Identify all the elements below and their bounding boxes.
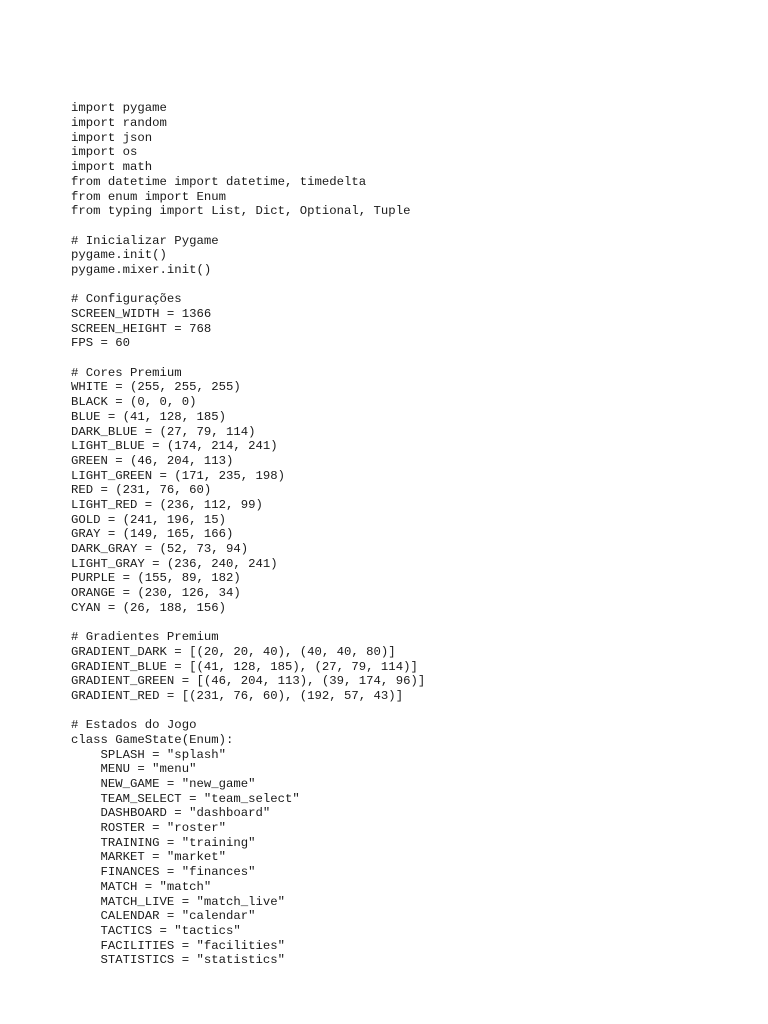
code-line: import math [71,160,153,175]
code-line: LIGHT_GRAY = (236, 240, 241) [71,556,278,571]
code-line: BLACK = (0, 0, 0) [71,395,197,410]
code-line: # Estados do Jogo [71,718,197,733]
code-line: # Inicializar Pygame [71,233,219,248]
code-line: GRADIENT_BLUE = [(41, 128, 185), (27, 79, 114)] [71,659,418,674]
code-line: TEAM_SELECT = "team_select" [71,791,300,806]
code-line: SCREEN_HEIGHT = 768 [71,321,212,336]
blank-line [71,615,751,630]
code-line: CALENDAR = "calendar" [71,909,256,924]
code-line: SPLASH = "splash" [71,747,226,762]
code-line: MENU = "menu" [71,762,197,777]
code-line: GOLD = (241, 196, 15) [71,512,226,527]
code-line: PURPLE = (155, 89, 182) [71,571,241,586]
code-line: pygame.init() [71,248,167,263]
code-line: FPS = 60 [71,336,131,351]
code-block [71,72,751,968]
code-line: import json [71,130,153,145]
code-line: TRAINING = "training" [71,835,256,850]
code-line: FACILITIES = "facilities" [71,938,286,953]
code-line: WHITE = (255, 255, 255) [71,380,241,395]
code-line: MATCH = "match" [71,879,212,894]
code-line: FINANCES = "finances" [71,865,256,880]
code-line: ORANGE = (230, 126, 34) [71,586,241,601]
code-line: GRAY = (149, 165, 166) [71,527,234,542]
blank-line [71,278,751,293]
code-line: # Configurações [71,292,182,307]
code-line: # Gradientes Premium [71,630,219,645]
code-line: RED = (231, 76, 60) [71,483,212,498]
code-line: GRADIENT_GREEN = [(46, 204, 113), (39, 174, 96)] [71,674,426,689]
code-line: LIGHT_RED = (236, 112, 99) [71,497,263,512]
code-line: # Cores Premium [71,365,182,380]
code-line: import os [71,145,138,160]
code-line: from typing import List, Dict, Optional, Tuple [71,204,411,219]
code-line: DARK_BLUE = (27, 79, 114) [71,424,256,439]
code-line: TACTICS = "tactics" [71,923,241,938]
code-line: pygame.mixer.init() [71,262,212,277]
code-line: import pygame [71,101,167,116]
code-line: CYAN = (26, 188, 156) [71,600,226,615]
code-line: DASHBOARD = "dashboard" [71,806,271,821]
code-line: from enum import Enum [71,189,226,204]
code-line: import random [71,116,167,131]
code-line: SCREEN_WIDTH = 1366 [71,307,212,322]
code-line: GRADIENT_RED = [(231, 76, 60), (192, 57, 43)] [71,688,404,703]
code-line: GREEN = (46, 204, 113) [71,453,234,468]
blank-line [71,704,751,719]
code-line: class GameState(Enum): [71,732,234,747]
code-line: LIGHT_BLUE = (174, 214, 241) [71,439,278,454]
blank-line [71,219,751,234]
code-line: STATISTICS = "statistics" [71,953,286,968]
code-line: from datetime import datetime, timedelta [71,174,367,189]
code-line: NEW_GAME = "new_game" [71,777,256,792]
code-line: DARK_GRAY = (52, 73, 94) [71,542,249,557]
code-line: MATCH_LIVE = "match_live" [71,894,286,909]
code-line: ROSTER = "roster" [71,821,226,836]
code-line: LIGHT_GREEN = (171, 235, 198) [71,468,286,483]
code-line: GRADIENT_DARK = [(20, 20, 40), (40, 40, 80)] [71,644,396,659]
code-line: MARKET = "market" [71,850,226,865]
code-line: BLUE = (41, 128, 185) [71,409,226,424]
blank-line [71,351,751,366]
